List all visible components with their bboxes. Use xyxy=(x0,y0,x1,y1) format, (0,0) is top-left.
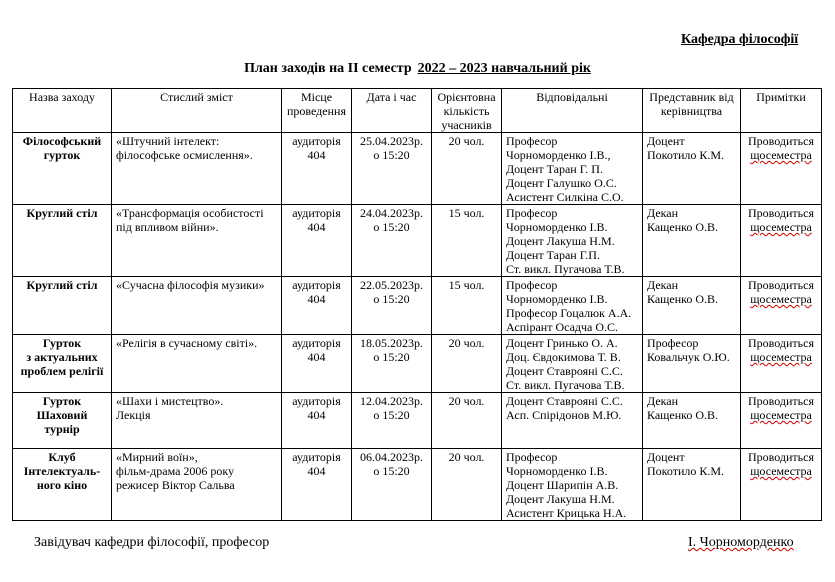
event-responsible-line: Доцент Таран Г.П. xyxy=(506,248,600,262)
event-datetime-line: о 15:20 xyxy=(373,148,410,162)
event-place xyxy=(282,205,352,277)
event-name-line: турнір xyxy=(44,422,80,436)
event-content-line: «Сучасна філософія музики» xyxy=(116,278,265,292)
event-name-line: гурток xyxy=(43,148,81,162)
event-place-line: аудиторія xyxy=(292,450,341,464)
event-notes-line: щосеместра xyxy=(750,408,812,422)
event-name xyxy=(13,393,112,449)
event-content-line: філософське осмислення». xyxy=(116,148,253,162)
event-content-line: «Шахи і мистецтво». xyxy=(116,394,224,408)
department-name: Кафедра філософії xyxy=(681,32,799,47)
event-responsible xyxy=(502,133,643,205)
event-content xyxy=(112,277,282,335)
event-place xyxy=(282,335,352,393)
events-table xyxy=(12,88,822,521)
event-name xyxy=(13,277,112,335)
event-representative-line: Доцент xyxy=(647,450,685,464)
event-representative-line: Декан xyxy=(647,206,679,220)
event-notes-line: Проводиться xyxy=(748,134,814,148)
event-notes xyxy=(741,449,822,521)
event-content-line: «Мирний воїн», xyxy=(116,450,198,464)
signature-name xyxy=(688,535,794,551)
table-header-row xyxy=(13,89,822,133)
event-representative xyxy=(643,393,741,449)
title-year: 2022 – 2023 навчальний рік xyxy=(417,61,591,76)
event-name-line: Шаховий xyxy=(36,408,88,422)
column-header: Представник від керівництва xyxy=(643,89,741,133)
event-responsible-line: Асистент Крицька Н.А. xyxy=(506,506,627,520)
event-content xyxy=(112,393,282,449)
column-header: Місце проведення xyxy=(282,89,352,133)
table-row xyxy=(13,449,822,521)
event-participants: 15 чол. xyxy=(432,277,502,335)
event-datetime xyxy=(352,449,432,521)
event-name-line: з актуальних xyxy=(26,350,98,364)
document-title xyxy=(0,61,835,77)
event-name xyxy=(13,335,112,393)
event-place-line: 404 xyxy=(307,408,326,422)
event-place-line: аудиторія xyxy=(292,336,341,350)
event-place-line: 404 xyxy=(307,220,326,234)
event-responsible-line: Аспірант Осадча О.С. xyxy=(506,320,619,334)
event-responsible-line: Чорноморденко І.В. xyxy=(506,292,608,306)
event-datetime-line: 25.04.2023р. xyxy=(360,134,423,148)
event-responsible-line: Чорноморденко І.В. xyxy=(506,464,608,478)
event-responsible-line: Доцент Ставроянi С.С. xyxy=(506,394,623,408)
table-row xyxy=(13,335,822,393)
event-datetime-line: о 15:20 xyxy=(373,220,410,234)
event-representative-line: Покотило К.М. xyxy=(647,148,725,162)
event-place xyxy=(282,277,352,335)
event-notes-line: щосеместра xyxy=(750,464,812,478)
event-responsible xyxy=(502,393,643,449)
event-responsible-line: Ст. викл. Пугачова Т.В. xyxy=(506,378,625,392)
column-header: Примітки xyxy=(741,89,822,133)
column-header: Дата і час xyxy=(352,89,432,133)
event-representative-line: Кащенко О.В. xyxy=(647,408,719,422)
event-representative xyxy=(643,205,741,277)
event-responsible-line: Доцент Лакуша Н.М. xyxy=(506,234,615,248)
event-responsible-line: Професор xyxy=(506,278,558,292)
event-place xyxy=(282,133,352,205)
event-name-line: Інтелектуаль- xyxy=(23,464,101,478)
event-responsible-line: Ст. викл. Пугачова Т.В. xyxy=(506,262,625,276)
event-responsible xyxy=(502,449,643,521)
event-responsible-line: Доцент Таран Г. П. xyxy=(506,162,603,176)
event-notes-line: Проводиться xyxy=(748,394,814,408)
event-responsible-line: Доцент Шарипін А.В. xyxy=(506,478,619,492)
event-datetime xyxy=(352,393,432,449)
event-notes xyxy=(741,277,822,335)
event-name-line: Філософський xyxy=(22,134,102,148)
event-notes xyxy=(741,335,822,393)
event-representative xyxy=(643,449,741,521)
column-header: Стислий зміст xyxy=(112,89,282,133)
event-datetime-line: о 15:20 xyxy=(373,464,410,478)
event-representative xyxy=(643,277,741,335)
event-place-line: 404 xyxy=(307,148,326,162)
event-content xyxy=(112,335,282,393)
event-datetime xyxy=(352,205,432,277)
event-place xyxy=(282,393,352,449)
event-datetime xyxy=(352,277,432,335)
event-responsible-line: Доцент Ставроянi С.С. xyxy=(506,364,623,378)
event-representative-line: Ковальчук О.Ю. xyxy=(647,350,730,364)
event-responsible xyxy=(502,205,643,277)
event-representative-line: Кащенко О.В. xyxy=(647,292,719,306)
event-datetime-line: 12.04.2023р. xyxy=(360,394,423,408)
event-name-line: проблем релігії xyxy=(20,364,104,378)
event-datetime xyxy=(352,133,432,205)
event-content-line: Лекція xyxy=(116,408,151,422)
event-content-line: «Штучний інтелект: xyxy=(116,134,220,148)
event-responsible-line: Чорноморденко І.В., xyxy=(506,148,611,162)
event-name-line: Гурток xyxy=(42,336,82,350)
event-responsible-line: Доц. Євдокимова Т. В. xyxy=(506,350,621,364)
event-notes-line: Проводиться xyxy=(748,450,814,464)
event-place-line: 404 xyxy=(307,464,326,478)
event-notes-line: Проводиться xyxy=(748,336,814,350)
event-name xyxy=(13,205,112,277)
table-row xyxy=(13,277,822,335)
event-content xyxy=(112,449,282,521)
event-content xyxy=(112,133,282,205)
event-responsible-line: Професор Гоцалюк А.А. xyxy=(506,306,632,320)
event-notes-line: щосеместра xyxy=(750,350,812,364)
event-responsible-line: Професор xyxy=(506,450,558,464)
event-notes xyxy=(741,393,822,449)
event-representative-line: Кащенко О.В. xyxy=(647,220,719,234)
event-place-line: аудиторія xyxy=(292,278,341,292)
event-representative xyxy=(643,335,741,393)
event-responsible xyxy=(502,335,643,393)
event-datetime-line: о 15:20 xyxy=(373,292,410,306)
event-name xyxy=(13,449,112,521)
event-representative-line: Професор xyxy=(647,336,699,350)
event-responsible-line: Професор xyxy=(506,206,558,220)
event-content xyxy=(112,205,282,277)
event-responsible-line: Асп. Спірідонов М.Ю. xyxy=(506,408,622,422)
event-datetime-line: 24.04.2023р. xyxy=(360,206,423,220)
event-responsible-line: Доцент Лакуша Н.М. xyxy=(506,492,615,506)
event-name-line: Гурток xyxy=(42,394,82,408)
table-row xyxy=(13,133,822,205)
event-responsible-line: Чорноморденко І.В. xyxy=(506,220,608,234)
event-datetime-line: 06.04.2023р. xyxy=(360,450,423,464)
table-row xyxy=(13,393,822,449)
event-responsible xyxy=(502,277,643,335)
event-notes xyxy=(741,133,822,205)
event-datetime-line: 22.05.2023р. xyxy=(360,278,423,292)
event-notes-line: щосеместра xyxy=(750,148,812,162)
event-notes-line: щосеместра xyxy=(750,292,812,306)
table-row xyxy=(13,205,822,277)
event-participants: 20 чол. xyxy=(432,335,502,393)
event-participants: 20 чол. xyxy=(432,449,502,521)
event-name-line: Круглий стіл xyxy=(26,278,98,292)
event-content-line: «Трансформація особистості xyxy=(116,206,264,220)
event-place-line: 404 xyxy=(307,350,326,364)
event-content-line: режисер Віктор Сальва xyxy=(116,478,235,492)
event-content-line: фільм-драма 2006 року xyxy=(116,464,235,478)
event-notes xyxy=(741,205,822,277)
event-participants: 15 чол. xyxy=(432,205,502,277)
signature-name-text: І. Чорноморденко xyxy=(688,535,794,550)
event-place-line: аудиторія xyxy=(292,134,341,148)
event-datetime-line: о 15:20 xyxy=(373,350,410,364)
event-name-line: Круглий стіл xyxy=(26,206,98,220)
event-participants: 20 чол. xyxy=(432,393,502,449)
event-responsible-line: Доцент Гринько О. А. xyxy=(506,336,618,350)
event-content-line: «Релігія в сучасному світі». xyxy=(116,336,258,350)
event-notes-line: Проводиться xyxy=(748,206,814,220)
event-responsible-line: Асистент Силкіна С.О. xyxy=(506,190,624,204)
event-representative xyxy=(643,133,741,205)
event-responsible-line: Доцент Галушко О.С. xyxy=(506,176,617,190)
event-representative-line: Декан xyxy=(647,394,679,408)
event-representative-line: Доцент xyxy=(647,134,685,148)
column-header: Назва заходу xyxy=(13,89,112,133)
event-place xyxy=(282,449,352,521)
signature-title: Завідувач кафедри філософії, професор xyxy=(34,535,270,550)
event-notes-line: Проводиться xyxy=(748,278,814,292)
event-representative-line: Декан xyxy=(647,278,679,292)
column-header: Орієнтовна кількість учасників xyxy=(432,89,502,133)
event-name-line: Клуб xyxy=(48,450,76,464)
event-responsible-line: Професор xyxy=(506,134,558,148)
event-content-line: під впливом війни». xyxy=(116,220,219,234)
event-notes-line: щосеместра xyxy=(750,220,812,234)
event-datetime-line: 18.05.2023р. xyxy=(360,336,423,350)
event-datetime xyxy=(352,335,432,393)
event-place-line: аудиторія xyxy=(292,394,341,408)
event-datetime-line: о 15:20 xyxy=(373,408,410,422)
event-place-line: 404 xyxy=(307,292,326,306)
event-place-line: аудиторія xyxy=(292,206,341,220)
event-participants: 20 чол. xyxy=(432,133,502,205)
event-representative-line: Покотило К.М. xyxy=(647,464,725,478)
column-header: Відповідальні xyxy=(502,89,643,133)
event-name xyxy=(13,133,112,205)
title-prefix: План заходів на ІІ семестр xyxy=(244,61,412,76)
event-name-line: ного кіно xyxy=(36,478,88,492)
